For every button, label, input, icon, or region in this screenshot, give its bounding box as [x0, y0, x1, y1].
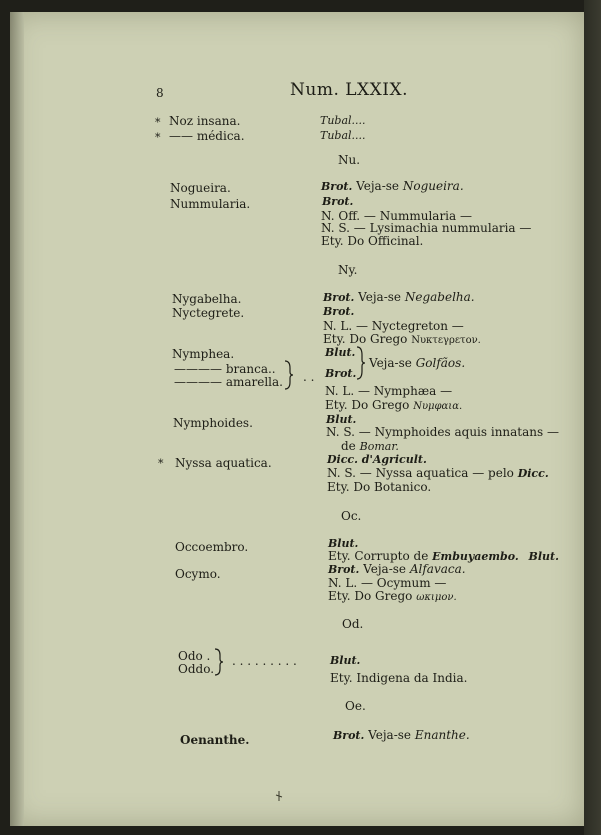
term-nymphea: Nymphea. [172, 347, 235, 361]
source-odo: Blut. [330, 654, 361, 667]
line-nymphoides-ns: N. S. — Nymphoides aquis innatans — [326, 425, 559, 439]
line-nummularia-off: N. Off. — Nummularia — [321, 209, 472, 223]
source-occoembro: Blut. [328, 537, 359, 550]
line-nyssa-ety: Ety. Do Botanico. [327, 480, 432, 494]
source-nymphea-brot: Brot. [325, 367, 357, 380]
asterisk-mark: * [158, 457, 164, 470]
source-nogueira: Brot. [321, 180, 353, 193]
line-nyctegrete-nl: N. L. — Nyctegreton — [323, 319, 464, 333]
line-occoembro-ety: Ety. Corrupto de [328, 549, 429, 563]
term-noz-insana: Noz insana. [169, 114, 241, 128]
greek-nyctegrete: Νυκτεγρετον. [411, 335, 481, 346]
ref-ocymo: Alfavaca. [409, 562, 466, 576]
brace-icon [284, 360, 294, 390]
brace-icon [214, 648, 224, 676]
ornament-mark [275, 790, 283, 802]
term-odo: Odo . [178, 649, 211, 663]
line-nymphoides-de: de [341, 439, 356, 453]
term-nymphea-branca: ———— branca.. [174, 362, 276, 376]
term-nyssa: Nyssa aquatica. [175, 456, 272, 470]
running-title: Num. LXXIX. [290, 80, 408, 100]
line-nummularia-ns: N. S. — Lysimachia nummularia — [321, 221, 532, 235]
line-nyctegrete-ety: Ety. Do Grego [323, 332, 408, 346]
asterisk-mark: * [155, 116, 161, 129]
ref-nygabelha: Negabelha. [404, 290, 475, 304]
source-nyctegrete: Brot. [323, 305, 355, 318]
section-heading-ny: Ny. [338, 263, 358, 277]
see-text: Veja-se [363, 562, 407, 576]
greek-nymphea: Νυμφαια. [413, 401, 463, 412]
page-number: 8 [156, 86, 164, 100]
source-nummularia: Brot. [322, 195, 354, 208]
source-nyssa: Dicc. d'Agricult. [327, 453, 427, 466]
line-nymphea-ety: Ety. Do Grego [325, 398, 410, 412]
section-heading-oe: Oe. [345, 699, 366, 713]
term-nogueira: Nogueira. [170, 181, 231, 195]
source-ocymo: Brot. [328, 563, 360, 576]
term-ocymo: Ocymo. [175, 567, 221, 581]
greek-ocymo: ωκιμον. [416, 592, 457, 603]
ref-nymphoides: Bomar. [359, 440, 399, 453]
asterisk-mark: * [155, 131, 161, 144]
leader-dots: . . . . . . . . . [232, 654, 297, 668]
term-noz-medica: —— médica. [169, 129, 245, 143]
line-odo-ety: Ety. Indigena da India. [330, 671, 468, 685]
paper-sheet [10, 12, 584, 826]
see-text: Veja-se [368, 728, 412, 742]
brace-icon [356, 346, 366, 380]
source-oenanthe: Brot. [333, 729, 365, 742]
scan-border [584, 0, 601, 835]
term-occoembro: Occoembro. [175, 540, 249, 554]
source-noz-insana: Tubal.... [320, 114, 366, 127]
book-binding-edge [10, 12, 24, 826]
see-text: Veja-se [358, 290, 402, 304]
source-occoembro-end: Blut. [528, 550, 559, 563]
ref-occoembro: Embuyaembo. [432, 550, 519, 563]
leader-dots: . . [303, 370, 315, 384]
ref-nogueira: Nogueira. [402, 179, 464, 193]
source-nymphea-blut: Blut. [325, 346, 356, 359]
term-nummularia: Nummularia. [170, 197, 251, 211]
see-text: Veja-se [369, 356, 412, 370]
term-nyctegrete: Nyctegrete. [172, 306, 245, 320]
line-nymphea-nl: N. L. — Nymphæa — [325, 384, 453, 398]
line-nummularia-ety: Ety. Do Officinal. [321, 234, 424, 248]
section-heading-od: Od. [342, 617, 364, 631]
source-noz-medica: Tubal.... [320, 129, 366, 142]
line-nyssa-ns: N. S. — Nyssa aquatica — pelo [327, 466, 514, 480]
term-nymphea-amarella: ———— amarella. [174, 375, 283, 389]
line-ocymo-nl: N. L. — Ocymum — [328, 576, 447, 590]
term-oddo: Oddo. [178, 662, 215, 676]
source-nygabelha: Brot. [323, 291, 355, 304]
source-nymphoides: Blut. [326, 413, 357, 426]
line-ocymo-ety: Ety. Do Grego [328, 589, 413, 603]
see-text: Veja-se [356, 179, 400, 193]
ref-nymphea: Golfãos. [415, 356, 466, 370]
ref-nyssa-dicc: Dicc. [517, 467, 549, 480]
term-nymphoides: Nymphoides. [173, 416, 253, 430]
ref-oenanthe: Enanthe. [414, 728, 470, 742]
section-heading-oc: Oc. [341, 509, 362, 523]
section-heading-nu: Nu. [338, 153, 361, 167]
term-oenanthe: Oenanthe. [180, 733, 250, 747]
term-nygabelha: Nygabelha. [172, 292, 242, 306]
